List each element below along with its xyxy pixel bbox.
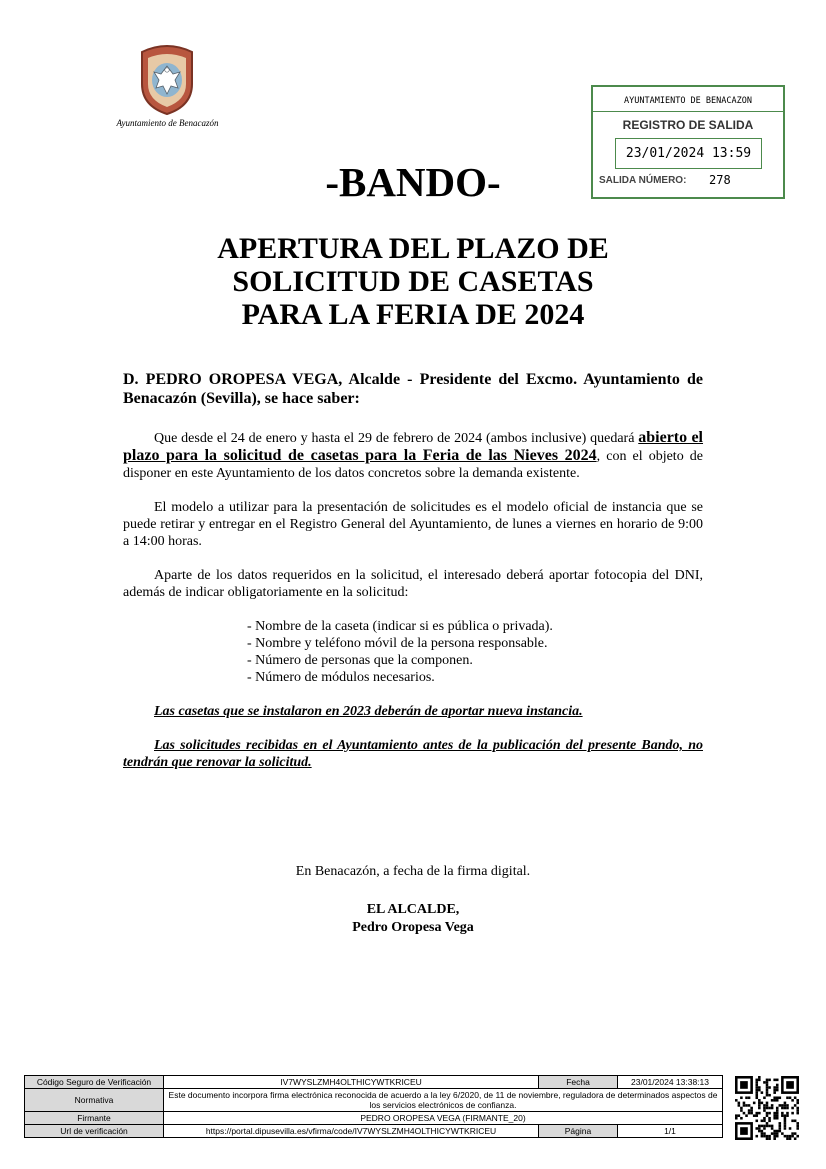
csv-label: Código Seguro de Verificación xyxy=(25,1076,164,1089)
stamp-datetime: 23/01/2024 13:59 xyxy=(615,138,762,169)
title-line-1: APERTURA DEL PLAZO DE xyxy=(217,232,609,265)
url-label: Url de verificación xyxy=(25,1125,164,1138)
qr-code-icon xyxy=(735,1076,799,1140)
stamp-number-label: SALIDA NÚMERO: xyxy=(599,175,687,186)
deadline-text-start: Que desde el 24 de enero y hasta el 29 de febrero de 2024 (ambos inclusive) quedará xyxy=(154,431,639,446)
intro-paragraph: D. PEDRO OROPESA VEGA, Alcalde - Presidente del Excmo. Ayuntamiento de Benacazón (Sevilla), se hace saber: xyxy=(123,371,703,407)
verification-url[interactable]: https://portal.dipusevilla.es/vfirma/code/IV7WYSLZMH4OLTHICYWTKRICEU xyxy=(164,1125,539,1138)
note-2023 xyxy=(123,703,703,720)
stamp-register-title: REGISTRO DE SALIDA xyxy=(622,118,754,132)
table-row xyxy=(25,1089,723,1112)
page-label: Página xyxy=(539,1125,618,1138)
logo-caption: Ayuntamiento de Benacazón xyxy=(116,118,219,128)
paragraph-requirements: Aparte de los datos requeridos en la solicitud, el interesado deberá aportar fotocopia del DNI, además de indicar obligatoriamente en la solicitud: xyxy=(123,568,703,600)
table-row xyxy=(25,1076,723,1089)
table-row xyxy=(25,1112,723,1125)
list-item: - Nombre y teléfono móvil de la persona responsable. xyxy=(247,636,548,651)
date-label: Fecha xyxy=(539,1076,618,1089)
signer-role: EL ALCALDE, xyxy=(366,902,460,917)
document-title xyxy=(0,232,826,331)
deadline-text-end: , con el objeto de disponer en este Ayuntamiento de los datos concretos sobre la demanda existente. xyxy=(123,449,703,481)
normativa-value: Este documento incorpora firma electrónica reconocida de acuerdo a la ley 6/2020, de 11 de noviembre, reguladora de determinados aspectos de los servicios electrónicos de confianza. xyxy=(164,1089,723,1112)
table-row xyxy=(25,1125,723,1138)
title-line-2: SOLICITUD DE CASETAS xyxy=(232,265,594,298)
csv-value: IV7WYSLZMH4OLTHICYWTKRICEU xyxy=(164,1076,539,1089)
stamp-divider xyxy=(593,111,783,112)
document-body xyxy=(123,370,703,788)
signer-value: PEDRO OROPESA VEGA (FIRMANTE_20) xyxy=(164,1112,723,1125)
note-2023-text: Las casetas que se instalaron en 2023 deberán de aportar nueva instancia. xyxy=(154,704,583,719)
note-renewal xyxy=(123,737,703,771)
list-item: - Número de personas que la componen. xyxy=(247,653,473,668)
note-renewal-text: Las solicitudes recibidas en el Ayuntamiento antes de la publicación del presente Bando, no tendrán que renovar la solicitud. xyxy=(123,738,703,770)
normativa-label: Normativa xyxy=(25,1089,164,1112)
coat-of-arms-logo xyxy=(136,44,198,116)
deadline-emphasis: abierto el plazo para la solicitud de casetas para la Feria de las Nieves 2024 xyxy=(123,429,704,464)
date-value: 23/01/2024 13:38:13 xyxy=(618,1076,723,1089)
bando-heading: -BANDO- xyxy=(325,159,501,205)
signature-block xyxy=(0,901,826,937)
requirements-list xyxy=(247,618,703,686)
signer-label: Firmante xyxy=(25,1112,164,1125)
list-item: - Nombre de la caseta (indicar si es pública o privada). xyxy=(247,619,553,634)
verification-table xyxy=(24,1075,723,1138)
title-line-3: PARA LA FERIA DE 2024 xyxy=(241,298,585,331)
paragraph-model: El modelo a utilizar para la presentación de solicitudes es el modelo oficial de instancia que se puede retirar y entregar en el Registro General del Ayuntamiento, de lunes a viernes en horario de 9:00 a 14:00 horas. xyxy=(123,500,703,549)
stamp-organization: AYUNTAMIENTO DE BENACAZON xyxy=(624,96,752,106)
stamp-number: 278 xyxy=(709,173,731,187)
paragraph-deadline xyxy=(123,429,703,482)
signer-name: Pedro Oropesa Vega xyxy=(352,920,474,935)
list-item: - Número de módulos necesarios. xyxy=(247,670,435,685)
page-value: 1/1 xyxy=(618,1125,723,1138)
signature-place: En Benacazón, a fecha de la firma digital. xyxy=(295,864,531,879)
